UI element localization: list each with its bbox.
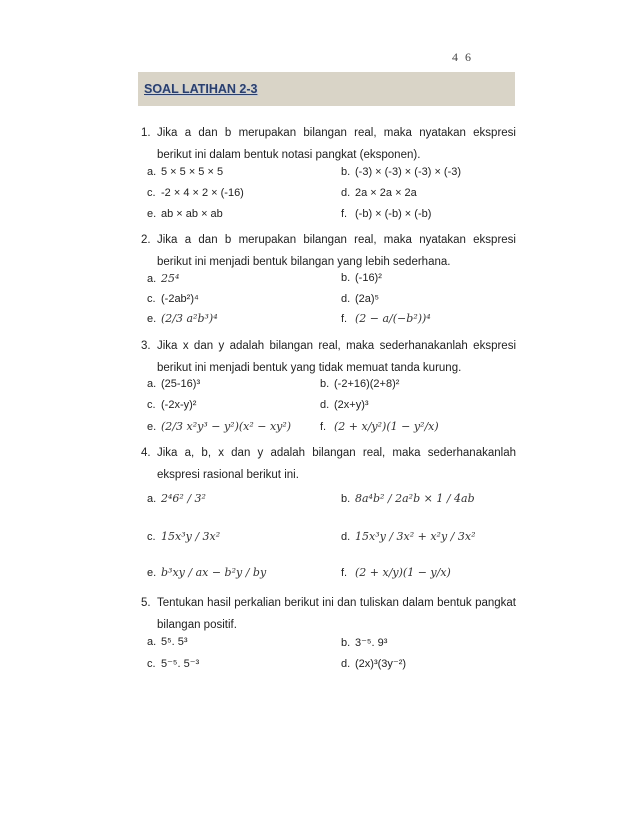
question-stem: Jika a dan b merupakan bilangan real, maka nyatakan ekspresi berikut ini dalam bentuk notasi pangkat (eksponen). — [157, 127, 516, 161]
option-d: d. 15x³y / 3x² + x²y / 3x² — [341, 530, 476, 543]
option-c: c. (-2x-y)² — [147, 399, 197, 411]
option-e: e. (2/3 x²y³ − y²)(x² − xy²) — [147, 420, 292, 433]
option-f: f. (2 + x/y)(1 − y/x) — [341, 566, 451, 579]
option-a: a. 2⁴6² / 3² — [147, 492, 206, 505]
option-c: c. -2 × 4 × 2 × (-16) — [147, 187, 244, 199]
question-2 — [141, 229, 516, 273]
option-b: b. (-16)² — [341, 272, 382, 284]
option-d: d. (2a)⁵ — [341, 293, 380, 305]
question-stem: Tentukan hasil perkalian berikut ini dan tuliskan dalam bentuk pangkat bilangan positif. — [157, 597, 516, 631]
option-c: c. 5⁻⁵. 5⁻³ — [147, 658, 200, 670]
question-number: 5. — [141, 597, 151, 609]
question-stem: Jika x dan y adalah bilangan real, maka sederhanakanlah ekspresi berikut ini menjadi bentuk yang tidak memuat tanda kurung. — [157, 340, 516, 374]
option-e: e. ab × ab × ab — [147, 208, 223, 220]
option-d: d. (2x)³(3y⁻²) — [341, 658, 407, 670]
option-b: b. (-3) × (-3) × (-3) × (-3) — [341, 166, 462, 178]
question-1 — [141, 122, 516, 166]
option-f: f. (2 + x/y²)(1 − y²/x) — [320, 420, 439, 433]
option-b: b. 8a⁴b² / 2a²b × 1 / 4ab — [341, 492, 475, 505]
option-f: f. (2 − a/(−b²))⁴ — [341, 312, 431, 325]
option-a: a. 25⁴ — [147, 272, 180, 285]
question-4 — [141, 442, 516, 486]
question-stem: Jika a, b, x dan y adalah bilangan real, maka sederhanakanlah ekspresi rasional berikut ini. — [157, 447, 516, 481]
question-5 — [141, 592, 516, 636]
option-b: b. (-2+16)(2+8)² — [320, 378, 400, 390]
option-d: d. (2x+y)³ — [320, 399, 369, 411]
option-a: a. 5⁵. 5³ — [147, 636, 188, 648]
option-e: e. (2/3 a²b³)⁴ — [147, 312, 218, 325]
question-number: 2. — [141, 234, 151, 246]
option-a: a. (25-16)³ — [147, 378, 201, 390]
option-d: d. 2a × 2a × 2a — [341, 187, 417, 199]
section-title: SOAL LATIHAN 2-3 — [144, 82, 258, 96]
option-c: c. (-2ab²)⁴ — [147, 293, 199, 305]
option-c: c. 15x³y / 3x² — [147, 530, 221, 543]
question-number: 4. — [141, 447, 151, 459]
section-banner — [138, 72, 515, 106]
question-number: 3. — [141, 340, 151, 352]
question-3 — [141, 335, 516, 379]
option-b: b. 3⁻⁵. 9³ — [341, 637, 388, 649]
option-e: e. b³xy / ax − b²y / by — [147, 566, 267, 579]
question-number: 1. — [141, 127, 151, 139]
question-stem: Jika a dan b merupakan bilangan real, maka nyatakan ekspresi berikut ini menjadi bentuk bilangan yang lebih sederhana. — [157, 234, 516, 268]
page-number: 4 6 — [452, 50, 473, 64]
option-a: a. 5 × 5 × 5 × 5 — [147, 166, 224, 178]
option-f: f. (-b) × (-b) × (-b) — [341, 208, 432, 220]
